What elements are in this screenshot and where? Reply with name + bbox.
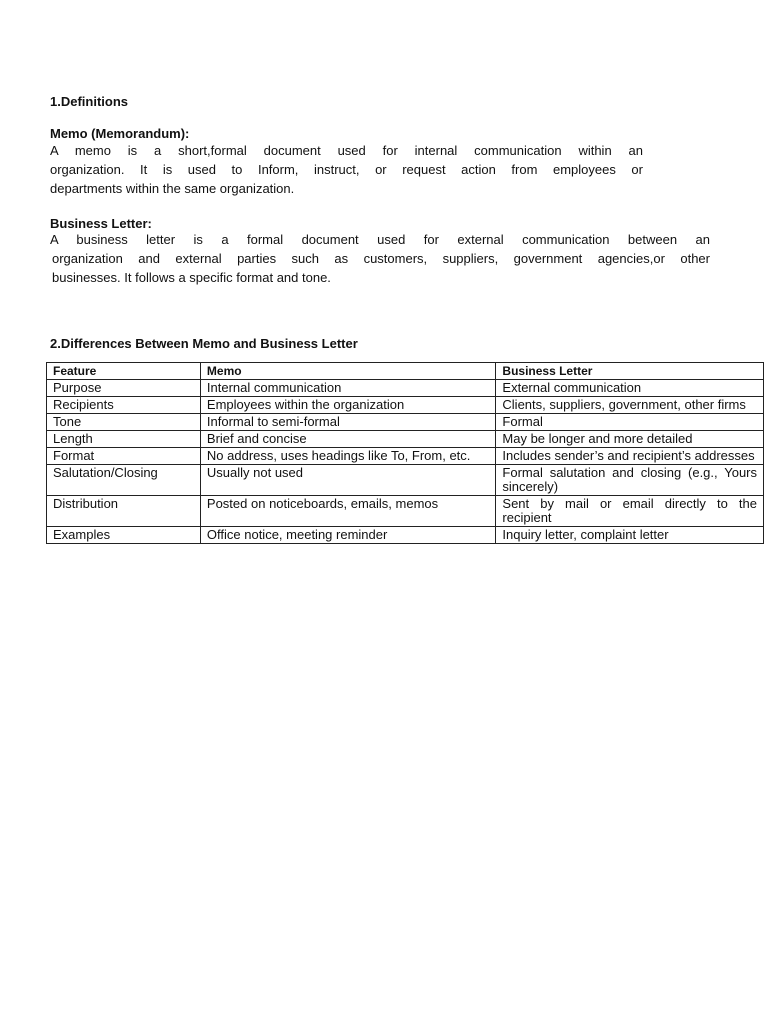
table-row (47, 431, 764, 448)
cell-memo: No address, uses headings like To, From, etc. (200, 448, 496, 465)
table-row (47, 465, 764, 496)
cell-business-letter: Clients, suppliers, government, other firms (496, 397, 764, 414)
cell-memo: Office notice, meeting reminder (200, 527, 496, 544)
table-row (47, 448, 764, 465)
table-header-row (47, 363, 764, 380)
table-row (47, 496, 764, 527)
table-row (47, 527, 764, 544)
letter-line-2: organization and external parties such as customers, suppliers, government agencies,or other (52, 251, 710, 266)
header-memo: Memo (200, 363, 496, 380)
business-letter-definition (50, 230, 710, 287)
cell-business-letter: Formal (496, 414, 764, 431)
differences-heading: 2.Differences Between Memo and Business Letter (50, 336, 358, 351)
cell-business-letter: Sent by mail or email directly to the recipient (496, 496, 764, 527)
letter-line-1: A business letter is a formal document used for external communication between an (50, 232, 710, 247)
cell-business-letter: Formal salutation and closing (e.g., Yours sincerely) (496, 465, 764, 496)
cell-feature: Salutation/Closing (47, 465, 201, 496)
cell-business-letter: Inquiry letter, complaint letter (496, 527, 764, 544)
cell-memo: Internal communication (200, 380, 496, 397)
letter-line-3: businesses. It follows a specific format and tone. (52, 270, 331, 285)
definitions-heading: 1.Definitions (50, 94, 129, 109)
table-row (47, 380, 764, 397)
table-row (47, 397, 764, 414)
cell-feature: Examples (47, 527, 201, 544)
cell-memo: Posted on noticeboards, emails, memos (200, 496, 496, 527)
cell-memo: Employees within the organization (200, 397, 496, 414)
cell-feature: Purpose (47, 380, 201, 397)
cell-business-letter: Includes sender’s and recipient’s addresses (496, 448, 764, 465)
cell-business-letter: External communication (496, 380, 764, 397)
cell-feature: Format (47, 448, 201, 465)
header-feature: Feature (47, 363, 201, 380)
business-letter-heading: Business Letter: (50, 216, 152, 231)
cell-feature: Length (47, 431, 201, 448)
memo-line-3: departments within the same organization. (50, 181, 295, 196)
cell-memo: Usually not used (200, 465, 496, 496)
memo-definition (50, 141, 643, 198)
cell-memo: Brief and concise (200, 431, 496, 448)
table-row (47, 414, 764, 431)
memo-line-1: A memo is a short,formal document used for internal communication within an (50, 143, 643, 158)
cell-feature: Tone (47, 414, 201, 431)
memo-line-2: organization. It is used to Inform, instruct, or request action from employees or (50, 162, 643, 177)
memo-heading: Memo (Memorandum): (50, 126, 190, 141)
header-business-letter: Business Letter (496, 363, 764, 380)
cell-feature: Recipients (47, 397, 201, 414)
cell-memo: Informal to semi-formal (200, 414, 496, 431)
cell-business-letter: May be longer and more detailed (496, 431, 764, 448)
differences-table (46, 362, 764, 544)
cell-feature: Distribution (47, 496, 201, 527)
